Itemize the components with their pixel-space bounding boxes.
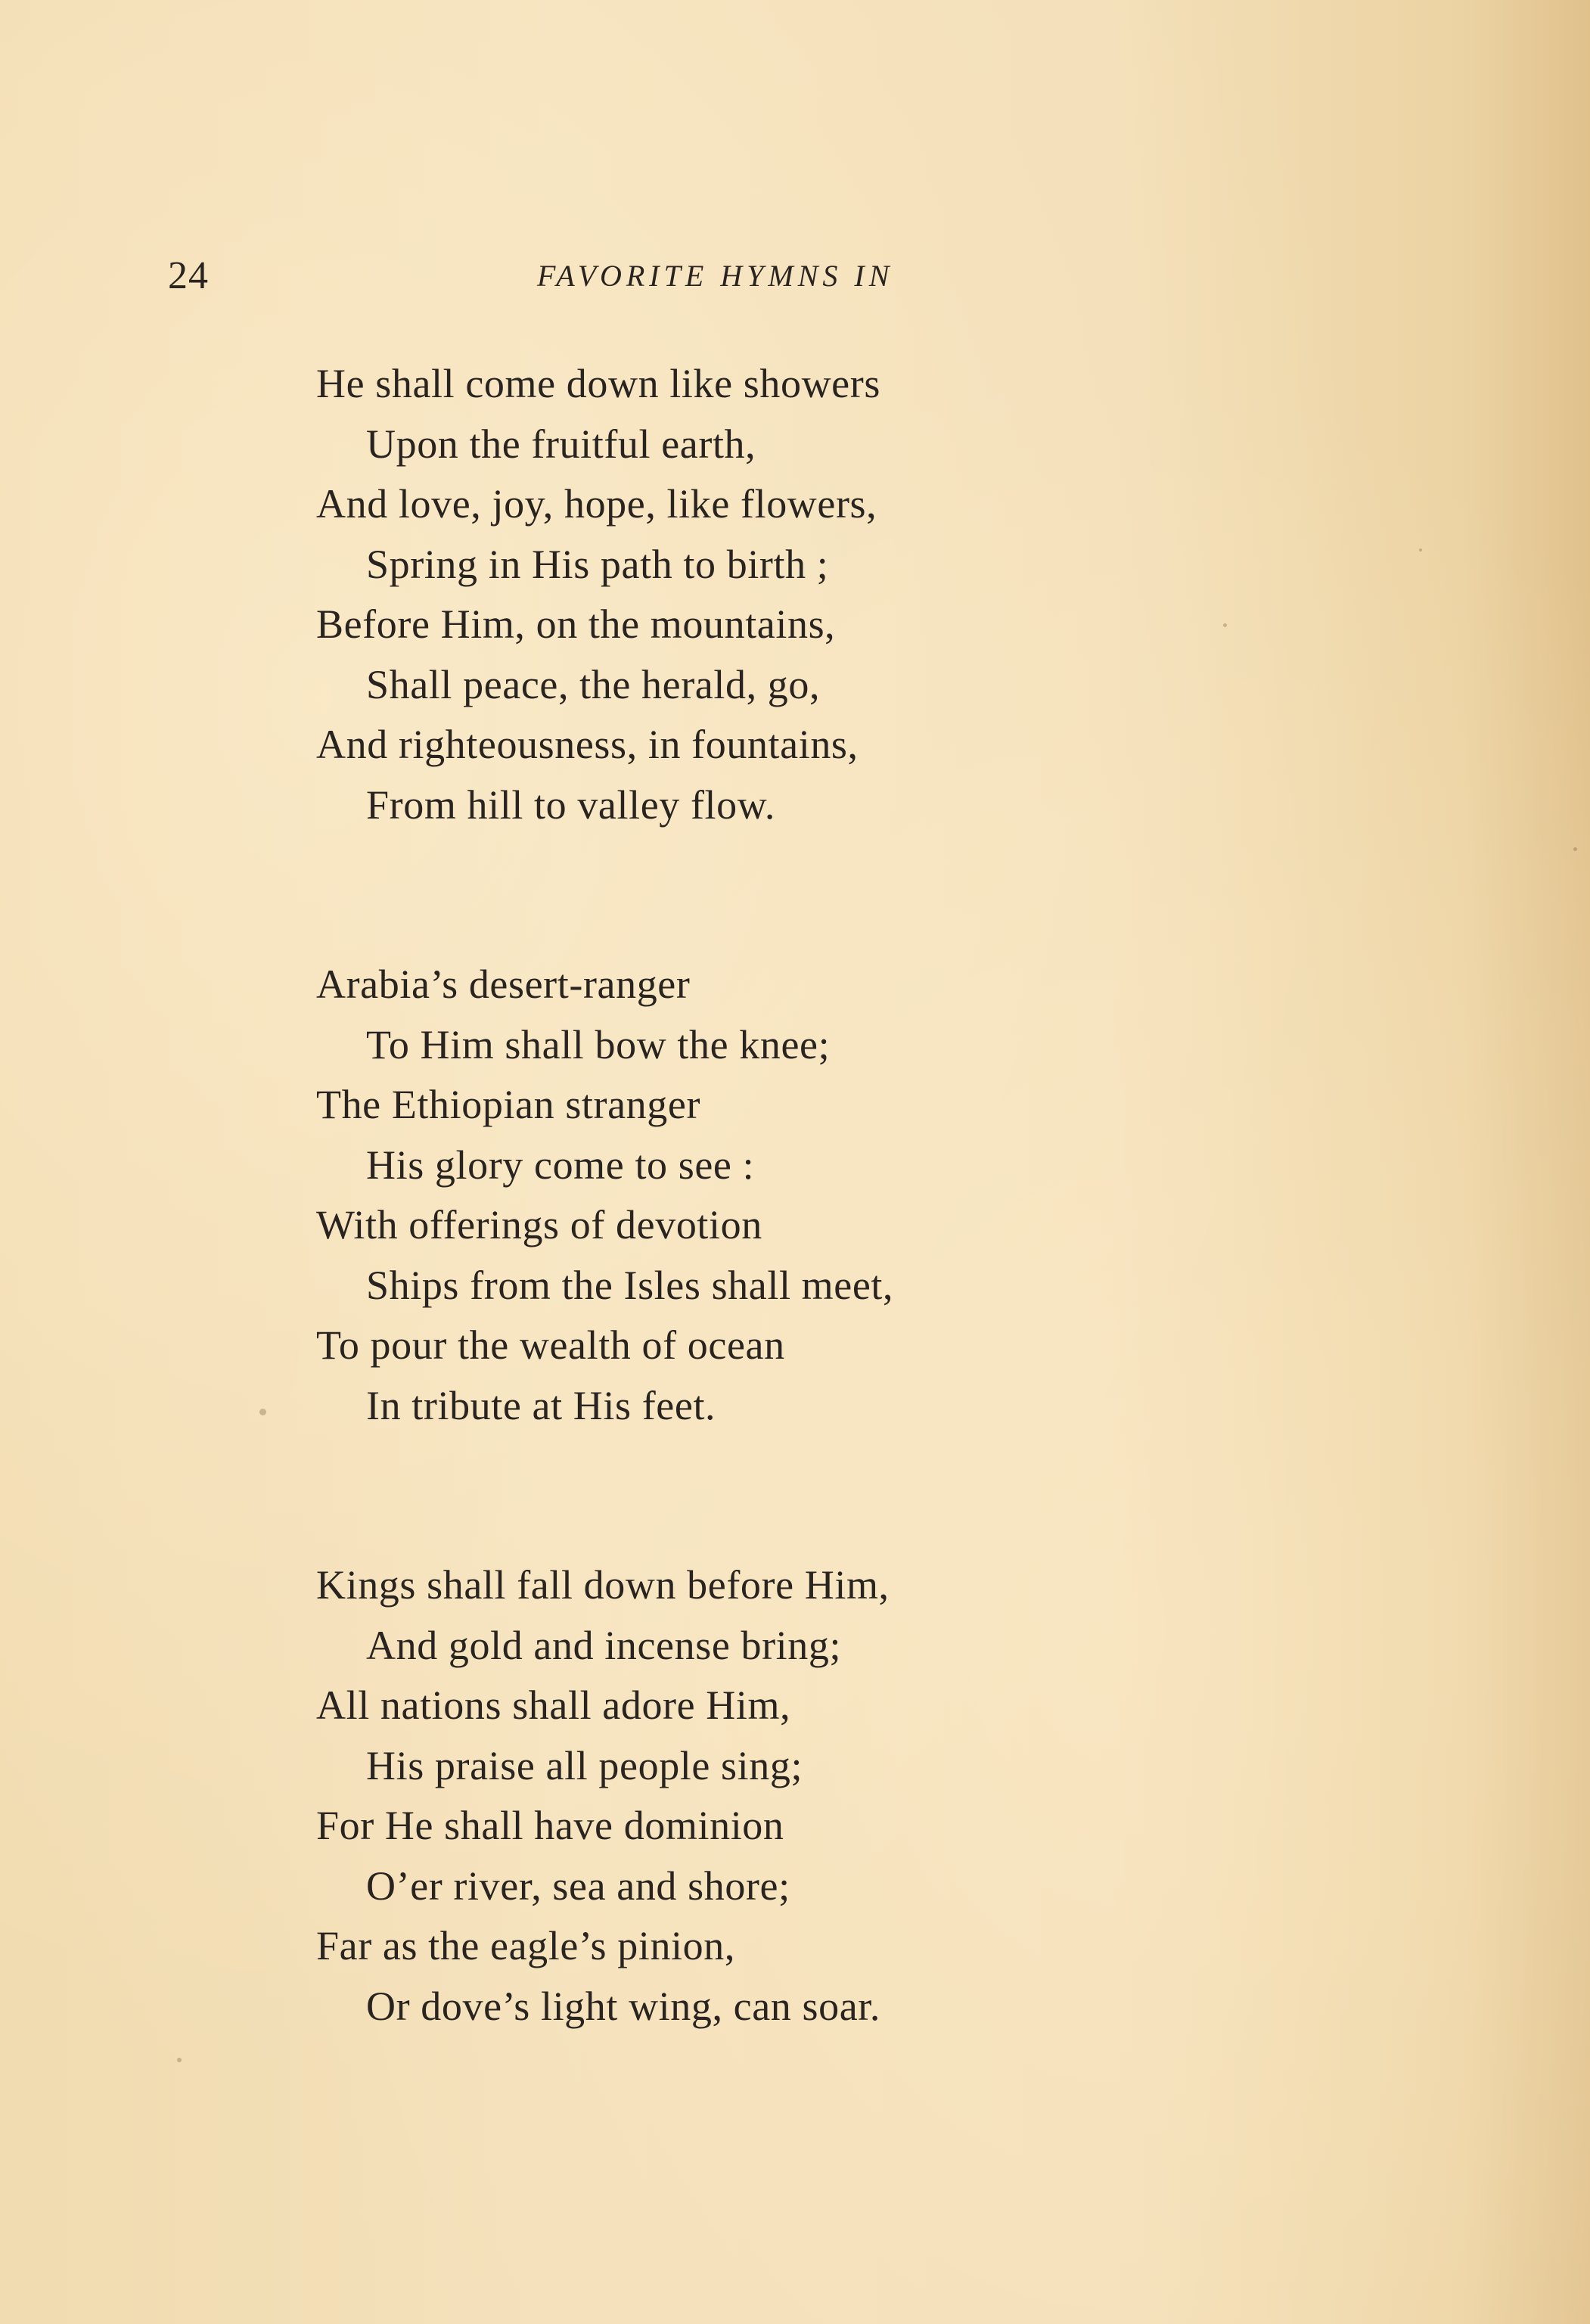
verse-line: For He shall have dominion xyxy=(316,1803,784,1848)
verse-line: To Him shall bow the knee; xyxy=(366,1021,831,1067)
verse-line: To pour the wealth of ocean xyxy=(316,1322,785,1368)
paper-speck xyxy=(1573,847,1577,851)
verse-line: In tribute at His feet. xyxy=(366,1382,716,1428)
verse-line: Upon the fruitful earth, xyxy=(366,421,756,467)
verse-line: All nations shall adore Him, xyxy=(316,1682,791,1728)
verse-line: The Ethiopian stranger xyxy=(316,1082,701,1127)
stanza-2 xyxy=(316,955,1073,1436)
paper-speck xyxy=(177,2058,182,2062)
paper-speck xyxy=(1419,548,1422,551)
verse-line: Shall peace, the herald, go, xyxy=(366,661,821,707)
page-header xyxy=(168,253,1000,306)
verse-line: And gold and incense bring; xyxy=(366,1622,842,1668)
paper-speck xyxy=(259,1409,266,1415)
verse-line: Far as the eagle’s pinion, xyxy=(316,1923,735,1968)
verse-line: O’er river, sea and shore; xyxy=(366,1863,790,1909)
verse-line: Ships from the Isles shall meet, xyxy=(366,1262,894,1308)
stanza-1 xyxy=(316,354,1073,835)
verse-line: Arabia’s desert-ranger xyxy=(316,962,691,1007)
verse-line: His glory come to see : xyxy=(366,1142,755,1188)
verse-line: His praise all people sing; xyxy=(366,1742,803,1788)
hymn-text xyxy=(316,354,1073,2037)
stanza-3 xyxy=(316,1555,1073,2037)
paper-speck xyxy=(1223,623,1227,627)
page-number: 24 xyxy=(168,254,209,297)
verse-line: He shall come down like showers xyxy=(316,361,880,406)
running-head: FAVORITE HYMNS IN xyxy=(537,259,894,293)
verse-line: And righteousness, in fountains, xyxy=(316,722,859,767)
verse-line: Kings shall fall down before Him, xyxy=(316,1562,890,1608)
verse-line: And love, joy, hope, like flowers, xyxy=(316,481,877,527)
verse-line: From hill to valley flow. xyxy=(366,781,775,828)
verse-line: Or dove’s light wing, can soar. xyxy=(366,1983,880,2029)
verse-line: Before Him, on the mountains, xyxy=(316,601,836,647)
verse-line: With offerings of devotion xyxy=(316,1202,762,1247)
verse-line: Spring in His path to birth ; xyxy=(366,541,829,587)
